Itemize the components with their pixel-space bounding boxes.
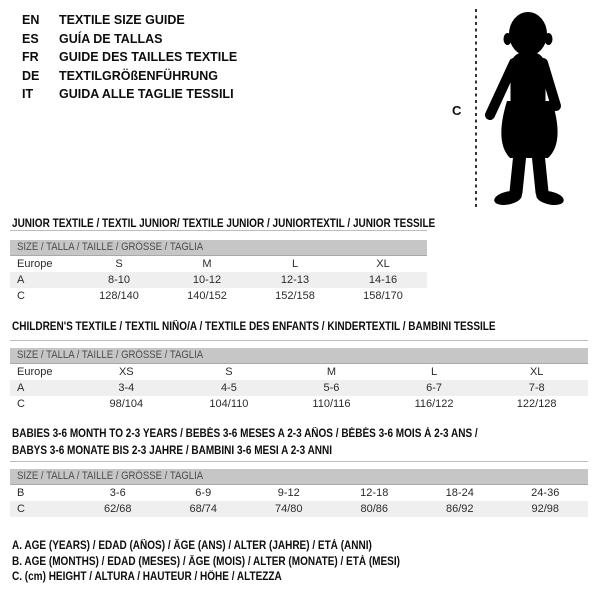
babies-size-table	[10, 461, 588, 517]
table-cell: 158/170	[363, 290, 403, 302]
table-cell: 7-8	[528, 382, 545, 394]
guide-title: GUIDA ALLE TAGLIE TESSILI	[59, 87, 234, 101]
table-cell: XL	[529, 366, 544, 378]
row-label: C	[17, 503, 25, 515]
table-cell: 12-18	[360, 487, 389, 499]
table-cell: S	[115, 258, 123, 270]
table-row	[10, 485, 588, 501]
table-cell: 24-36	[531, 487, 560, 499]
guide-title: TEXTILE SIZE GUIDE	[59, 13, 185, 27]
row-label: Europe	[17, 366, 53, 378]
height-measure-label: C	[452, 103, 462, 118]
table-cell: 18-24	[445, 487, 474, 499]
measurement-legend	[12, 539, 458, 586]
table-cell: 10-12	[192, 274, 222, 286]
table-row	[10, 380, 588, 396]
table-cell: M	[326, 366, 337, 378]
table-cell: XL	[376, 258, 390, 270]
table-cell: 80/86	[360, 503, 389, 515]
size-header-bar	[10, 348, 588, 364]
table-cell: 92/98	[531, 503, 560, 515]
table-cell: 6-9	[195, 487, 212, 499]
table-cell: 104/110	[209, 398, 249, 410]
language-row	[22, 48, 237, 67]
size-header-text: SIZE / TALLA / TAILLE / GRÖSSE / TAGLIA	[17, 241, 204, 253]
table-cell: 14-16	[368, 274, 398, 286]
guide-title: GUÍA DE TALLAS	[59, 31, 163, 46]
language-code: DE	[22, 68, 40, 83]
language-row	[22, 11, 237, 30]
language-row	[22, 30, 237, 49]
table-row	[10, 256, 427, 272]
section-title-junior: JUNIOR TEXTILE / TEXTIL JUNIOR/ TEXTILE JUNIOR / JUNIORTEXTIL / JUNIOR TESSILE	[12, 218, 436, 230]
size-header-bar	[10, 240, 427, 256]
size-header-bar	[10, 469, 588, 485]
table-cell: 9-12	[277, 487, 300, 499]
language-row	[22, 67, 237, 86]
table-cell: S	[225, 366, 233, 378]
table-cell: L	[291, 258, 299, 270]
table-cell: M	[202, 258, 212, 270]
table-cell: 3-6	[109, 487, 126, 499]
height-measure-dashed-line	[475, 9, 477, 208]
size-header-text: SIZE / TALLA / TAILLE / GRÖSSE / TAGLIA	[17, 470, 204, 482]
table-row	[10, 288, 427, 304]
language-code: ES	[22, 31, 39, 46]
table-cell: 8-10	[107, 274, 131, 286]
table-row	[10, 501, 588, 517]
language-title-list	[22, 11, 237, 104]
children-size-table	[10, 340, 588, 412]
table-cell: 110/116	[312, 398, 351, 410]
table-cell: 122/128	[516, 398, 557, 410]
table-cell: 140/152	[187, 290, 227, 302]
guide-title: TEXTILGRÖßENFÜHRUNG	[59, 68, 219, 83]
toddler-silhouette-icon	[481, 9, 581, 209]
junior-size-table	[10, 230, 427, 304]
table-cell: 6-7	[426, 382, 443, 394]
table-row	[10, 396, 588, 412]
row-label: A	[17, 382, 25, 394]
language-code: IT	[22, 87, 34, 101]
table-cell: 3-4	[118, 382, 135, 394]
row-label: A	[17, 274, 25, 286]
table-cell: 74/80	[274, 503, 303, 515]
row-label: B	[17, 487, 25, 499]
table-cell: 68/74	[189, 503, 218, 515]
table-cell: 128/140	[99, 290, 139, 302]
legend-line-b: B. AGE (MONTHS) / EDAD (MESES) / ÂGE (MOIS) / ALTER (MONATE) / ETÀ (MESI)	[12, 555, 400, 568]
table-cell: 62/68	[103, 503, 132, 515]
language-code: EN	[22, 13, 40, 27]
row-label: Europe	[17, 258, 53, 270]
legend-line-a: A. AGE (YEARS) / EDAD (AÑOS) / ÂGE (ANS) / ALTER (JAHRE) / ETÀ (ANNI)	[12, 540, 372, 552]
table-cell: 152/158	[275, 290, 315, 302]
table-cell: L	[431, 366, 438, 378]
row-label: C	[17, 398, 25, 410]
table-cell: 86/92	[445, 503, 474, 515]
size-header-text: SIZE / TALLA / TAILLE / GRÖSSE / TAGLIA	[17, 349, 204, 361]
table-cell: XS	[118, 366, 134, 378]
row-label: C	[17, 290, 25, 302]
table-row	[10, 272, 427, 288]
legend-line-c: C. (cm) HEIGHT / ALTURA / HAUTEUR / HÖHE / ALTEZZA	[12, 571, 282, 583]
section-title-babies: BABIES 3-6 MONTH TO 2-3 YEARS / BEBÉS 3-6 MESES A 2-3 AÑOS / BÉBÉS 3-6 MOIS À 2-3 ANS / BABYS 3-6 MONATE BIS 2-3 JAHRE / BAMBINI 3-6 MESI A 2-3 ANNI	[12, 428, 478, 457]
table-cell: 12-13	[280, 274, 310, 286]
table-cell: 116/122	[414, 398, 454, 410]
language-code: FR	[22, 50, 39, 64]
table-cell: 98/104	[109, 398, 144, 410]
language-row	[22, 85, 237, 104]
table-row	[10, 364, 588, 380]
table-cell: 5-6	[323, 382, 340, 394]
section-title-children: CHILDREN'S TEXTILE / TEXTIL NIÑO/A / TEXTILE DES ENFANTS / KINDERTEXTIL / BAMBINI TESSILE	[12, 321, 496, 333]
guide-title: GUIDE DES TAILLES TEXTILE	[59, 50, 238, 64]
table-cell: 4-5	[220, 382, 237, 394]
